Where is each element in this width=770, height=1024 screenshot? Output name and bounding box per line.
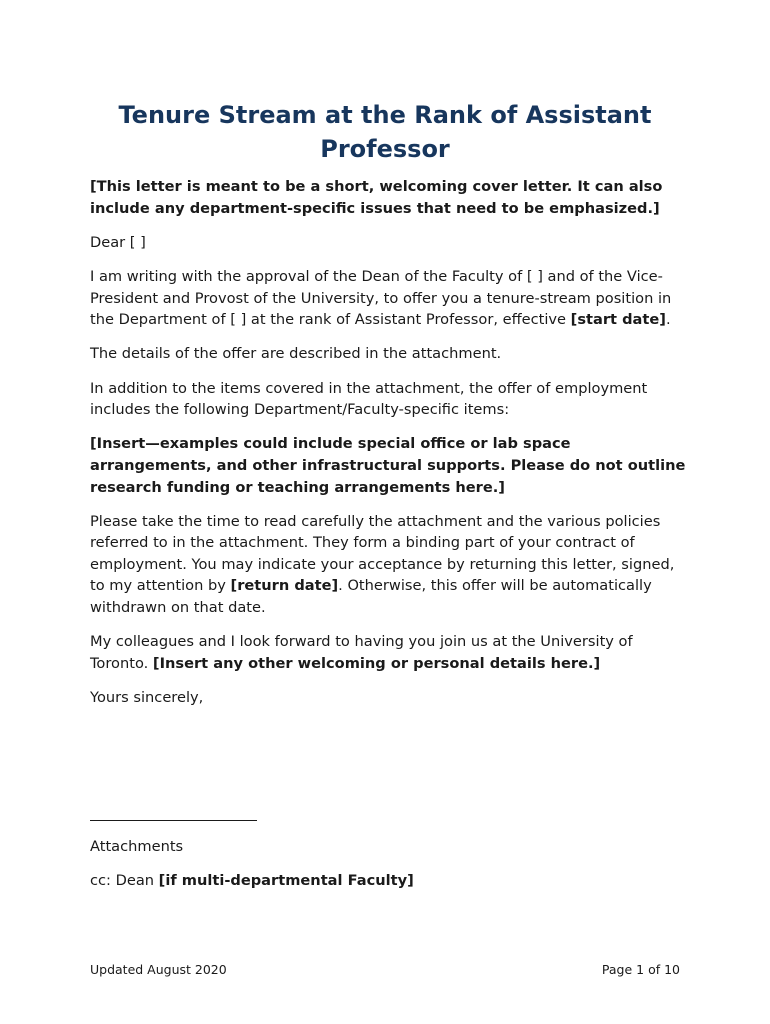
paragraph-approval-end: .: [665, 311, 671, 329]
salutation: Dear [ ]: [90, 233, 146, 251]
footer-page-number: Page 1 of 10: [601, 962, 680, 977]
insert-note: [Insert—examples could include special office or lab space arrangements, and other infrastructural supports. Please do not outline research funding or teaching arrangements here.]: [90, 435, 686, 496]
cc-label: cc: Dean: [90, 872, 159, 889]
intro-note: [This letter is meant to be a short, welcoming cover letter. It can also include any department-specific issues that need to be emphasized.]: [90, 178, 663, 217]
attachments-label: Attachments: [90, 838, 184, 855]
letter-body: [90, 176, 690, 721]
paragraph-read-end: . Otherwise, this offer will be automatically withdrawn on that date.: [90, 577, 652, 617]
paragraph-addition: In addition to the items covered in the attachment, the offer of employment includes the following Department/Faculty-specific items:: [90, 379, 648, 419]
signature-line: [90, 820, 257, 821]
paragraph-read: [90, 511, 690, 619]
paragraph-welcome: [90, 631, 690, 674]
paragraph-read-text: Please take the time to read carefully the attachment and the various policies referred to in the attachment. They form a binding part of your contract of employment. You may indicate your acceptance by returning this letter, signed, to my attention by: [90, 512, 675, 595]
footer-updated: Updated August 2020: [90, 962, 227, 977]
closing: Yours sincerely,: [90, 689, 204, 707]
paragraph-welcome-text: My colleagues and I look forward to having you join us at the University of Toronto.: [90, 633, 633, 672]
paragraph-approval-text: I am writing with the approval of the Dean of the Faculty of [ ] and of the Vice-President and Provost of the University, to offer you a tenure-stream position in the Department of [ ] at the rank of Assistant Professor, effective: [90, 267, 672, 329]
return-date-placeholder: [return date]: [230, 577, 339, 595]
paragraph-approval: [90, 266, 690, 331]
start-date-placeholder: [start date]: [570, 311, 666, 329]
cc-line: [90, 870, 414, 892]
document-title: Tenure Stream at the Rank of Assistant Professor: [118, 101, 652, 163]
cc-placeholder: [if multi-departmental Faculty]: [158, 872, 414, 889]
paragraph-details: The details of the offer are described in the attachment.: [90, 345, 502, 363]
welcome-details-placeholder: [Insert any other welcoming or personal details here.]: [152, 654, 601, 672]
